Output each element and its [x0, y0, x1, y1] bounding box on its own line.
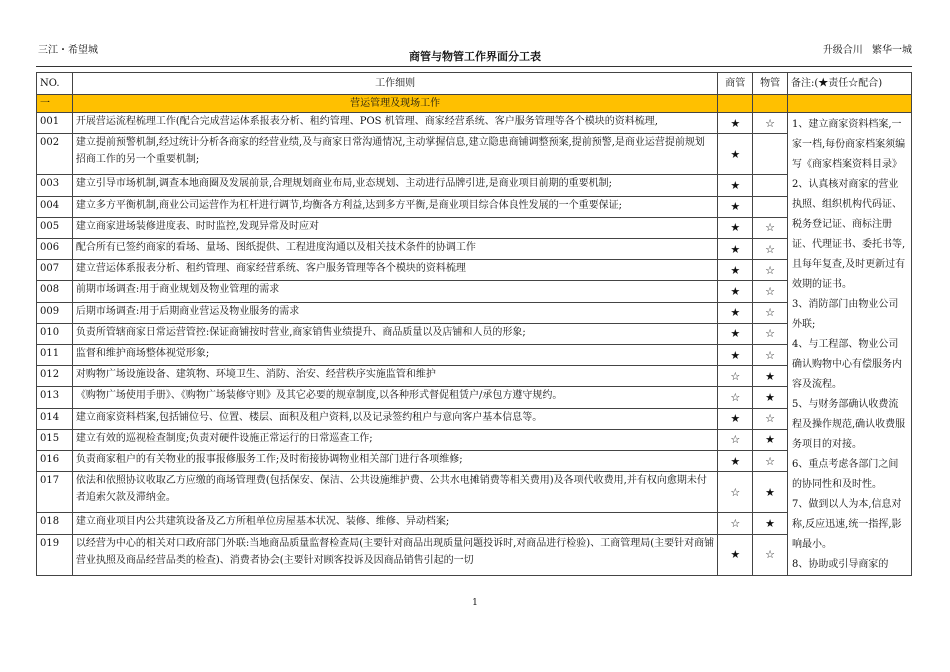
row-number: 012	[37, 366, 73, 387]
wuguan-mark	[753, 175, 788, 196]
shangguan-mark: ★	[718, 451, 753, 472]
wuguan-mark: ★	[753, 472, 788, 513]
shangguan-mark: ★	[718, 260, 753, 281]
row-detail: 《购物广场使用手册》、《购物广场装修守则》及其它必要的规章制度,以各种形式督促租赁户/承包方遵守规约。	[72, 387, 717, 408]
row-detail: 开展营运流程梳理工作(配合完成营运体系报表分析、租约管理、POS 机管理、商家经营系统、客户服务管理等各个模块的资料梳理,	[72, 113, 717, 134]
section-no: 一	[37, 95, 73, 113]
col-header-note: 备注:(★责任☆配合)	[788, 73, 912, 95]
row-number: 001	[37, 113, 73, 134]
row-detail: 建立商家进场装修进度表、时时监控,发现异常及时应对	[72, 217, 717, 238]
section-row	[37, 95, 912, 113]
row-detail: 建立营运体系报表分析、租约管理、商家经营系统、客户服务管理等各个模块的资料梳理	[72, 260, 717, 281]
row-detail: 对购物广场设施设备、建筑物、环境卫生、消防、治安、经营秩序实施监管和维护	[72, 366, 717, 387]
row-number: 009	[37, 302, 73, 323]
header-right-text: 升级合川 繁华一城	[822, 45, 912, 56]
section-cell-m	[718, 95, 753, 113]
page-number: 1	[472, 598, 478, 608]
shangguan-mark: ☆	[718, 513, 753, 534]
shangguan-mark: ★	[718, 113, 753, 134]
row-number: 002	[37, 134, 73, 175]
col-header-no: NO.	[37, 73, 73, 95]
table-row	[37, 366, 912, 387]
wuguan-mark	[753, 196, 788, 217]
row-detail: 负责所管辖商家日常运营管控:保证商铺按时营业,商家销售业绩提升、商品质量以及店铺和人员的形象;	[72, 323, 717, 344]
row-number: 016	[37, 451, 73, 472]
row-number: 003	[37, 175, 73, 196]
shangguan-mark: ★	[718, 345, 753, 366]
wuguan-mark: ☆	[753, 451, 788, 472]
row-number: 013	[37, 387, 73, 408]
shangguan-mark: ★	[718, 323, 753, 344]
note-item: 6、重点考虑各部门之间的协同性和及时性。	[792, 459, 899, 490]
col-header-detail: 工作细则	[72, 73, 717, 95]
shangguan-mark: ★	[718, 534, 753, 575]
shangguan-mark: ★	[718, 175, 753, 196]
row-number: 005	[37, 217, 73, 238]
row-number: 006	[37, 239, 73, 260]
row-number: 008	[37, 281, 73, 302]
table-row	[37, 134, 912, 175]
col-header-wuguan: 物管	[753, 73, 788, 95]
table-row	[37, 281, 912, 302]
wuguan-mark: ☆	[753, 323, 788, 344]
division-table	[36, 72, 912, 576]
row-detail: 建立多方平衡机制,商业公司运营作为杠杆进行调节,均衡各方利益,达到多方平衡,是商业项目综合体良性发展的一个重要保证;	[72, 196, 717, 217]
row-detail: 以经营为中心的相关对口政府部门外联:当地商品质量监督检查局(主要针对商品出现质量问题投诉时,对商品进行检验)、工商管理局(主要针对商铺营业执照及商品经营品类的检查)、消费者协会(主要针对顾客投诉及因商品销售引起的一切	[72, 534, 717, 575]
row-detail: 监督和维护商场整体视觉形象;	[72, 345, 717, 366]
row-number: 015	[37, 429, 73, 450]
note-item: 5、与财务部确认收费流程及操作规范,确认收费服务项目的对接。	[792, 399, 906, 450]
section-cell-note	[788, 95, 912, 113]
note-item: 3、消防部门由物业公司外联;	[792, 299, 899, 330]
row-detail: 建立提前预警机制,经过统计分析各商家的经营业绩,及与商家日常沟通情况,主动掌握信息,建立隐患商铺调整预案,提前预警,是商业运营提前规划招商工作的另一个重要机制;	[72, 134, 717, 175]
note-item: 1、建立商家资料档案,一家一档,每份商家档案须编写《商家档案资料目录》	[792, 119, 906, 170]
row-number: 019	[37, 534, 73, 575]
wuguan-mark	[753, 134, 788, 175]
shangguan-mark: ★	[718, 239, 753, 260]
header-divider	[36, 66, 912, 67]
row-number: 017	[37, 472, 73, 513]
note-item: 8、协助或引导商家的	[792, 559, 889, 570]
shangguan-mark: ☆	[718, 429, 753, 450]
table-row	[37, 408, 912, 429]
wuguan-mark: ☆	[753, 260, 788, 281]
table-row	[37, 387, 912, 408]
table-row	[37, 534, 912, 575]
table-row	[37, 429, 912, 450]
wuguan-mark: ☆	[753, 217, 788, 238]
shangguan-mark: ☆	[718, 387, 753, 408]
row-detail: 前期市场调查:用于商业规划及物业管理的需求	[72, 281, 717, 302]
row-detail: 负责商家租户的有关物业的报事报修服务工作;及时衔接协调物业相关部门进行各项维修;	[72, 451, 717, 472]
col-header-shangguan: 商管	[718, 73, 753, 95]
row-number: 014	[37, 408, 73, 429]
wuguan-mark: ★	[753, 513, 788, 534]
row-number: 007	[37, 260, 73, 281]
note-item: 7、做到以人为本,信息对称,反应迅速,统一指挥,影响最小。	[792, 499, 902, 550]
row-detail: 后期市场调查:用于后期商业营运及物业服务的需求	[72, 302, 717, 323]
table-row	[37, 113, 912, 134]
table-row	[37, 345, 912, 366]
document-title: 商管与物管工作界面分工表	[409, 50, 541, 63]
row-detail: 配合所有已签约商家的看场、量场、图纸提供、工程进度沟通以及相关技术条件的协调工作	[72, 239, 717, 260]
row-number: 010	[37, 323, 73, 344]
shangguan-mark: ★	[718, 408, 753, 429]
header-left-text: 三江・希望城	[38, 45, 98, 56]
wuguan-mark: ☆	[753, 113, 788, 134]
row-number: 004	[37, 196, 73, 217]
shangguan-mark: ★	[718, 281, 753, 302]
wuguan-mark: ☆	[753, 345, 788, 366]
wuguan-mark: ☆	[753, 239, 788, 260]
note-item: 2、认真核对商家的营业执照、组织机构代码证、税务登记证、商标注册证、代理证书、委托书等,且每年复查,及时更新过有效期的证书。	[792, 179, 906, 290]
wuguan-mark: ★	[753, 366, 788, 387]
shangguan-mark: ★	[718, 302, 753, 323]
table-row	[37, 260, 912, 281]
wuguan-mark: ★	[753, 387, 788, 408]
wuguan-mark: ★	[753, 429, 788, 450]
wuguan-mark: ☆	[753, 281, 788, 302]
shangguan-mark: ☆	[718, 366, 753, 387]
wuguan-mark: ☆	[753, 534, 788, 575]
notes-cell	[788, 113, 912, 576]
row-detail: 建立商业项目内公共建筑设备及乙方所租单位房屋基本状况、装修、维修、异动档案;	[72, 513, 717, 534]
wuguan-mark: ☆	[753, 408, 788, 429]
shangguan-mark: ☆	[718, 472, 753, 513]
section-cell-p	[753, 95, 788, 113]
section-title: 营运管理及现场工作	[72, 95, 717, 113]
table-row	[37, 323, 912, 344]
table-header-row	[37, 73, 912, 95]
row-detail: 依法和依照协议收取乙方应缴的商场管理费(包括保安、保洁、公共设施维护费、公共水电摊销费等相关费用)及各项代收费用,并有权向愈期未付者追索欠款及滞纳金。	[72, 472, 717, 513]
row-number: 011	[37, 345, 73, 366]
table-row	[37, 217, 912, 238]
table-row	[37, 239, 912, 260]
wuguan-mark: ☆	[753, 302, 788, 323]
table-row	[37, 472, 912, 513]
note-item: 4、与工程部、物业公司确认购物中心有偿服务内容及流程。	[792, 339, 902, 390]
table-row	[37, 513, 912, 534]
table-row	[37, 451, 912, 472]
row-detail: 建立商家资料档案,包括铺位号、位置、楼层、面积及租户资料,以及记录签约租户与意向客户基本信息等。	[72, 408, 717, 429]
table-row	[37, 196, 912, 217]
table-row	[37, 302, 912, 323]
row-detail: 建立引导市场机制,调查本地商圈及发展前景,合理规划商业布局,业态规划、主动进行品牌引进,是商业项目前期的重要机制;	[72, 175, 717, 196]
shangguan-mark: ★	[718, 134, 753, 175]
shangguan-mark: ★	[718, 196, 753, 217]
shangguan-mark: ★	[718, 217, 753, 238]
row-detail: 建立有效的巡视检查制度;负责对硬件设施正常运行的日常巡查工作;	[72, 429, 717, 450]
table-row	[37, 175, 912, 196]
row-number: 018	[37, 513, 73, 534]
